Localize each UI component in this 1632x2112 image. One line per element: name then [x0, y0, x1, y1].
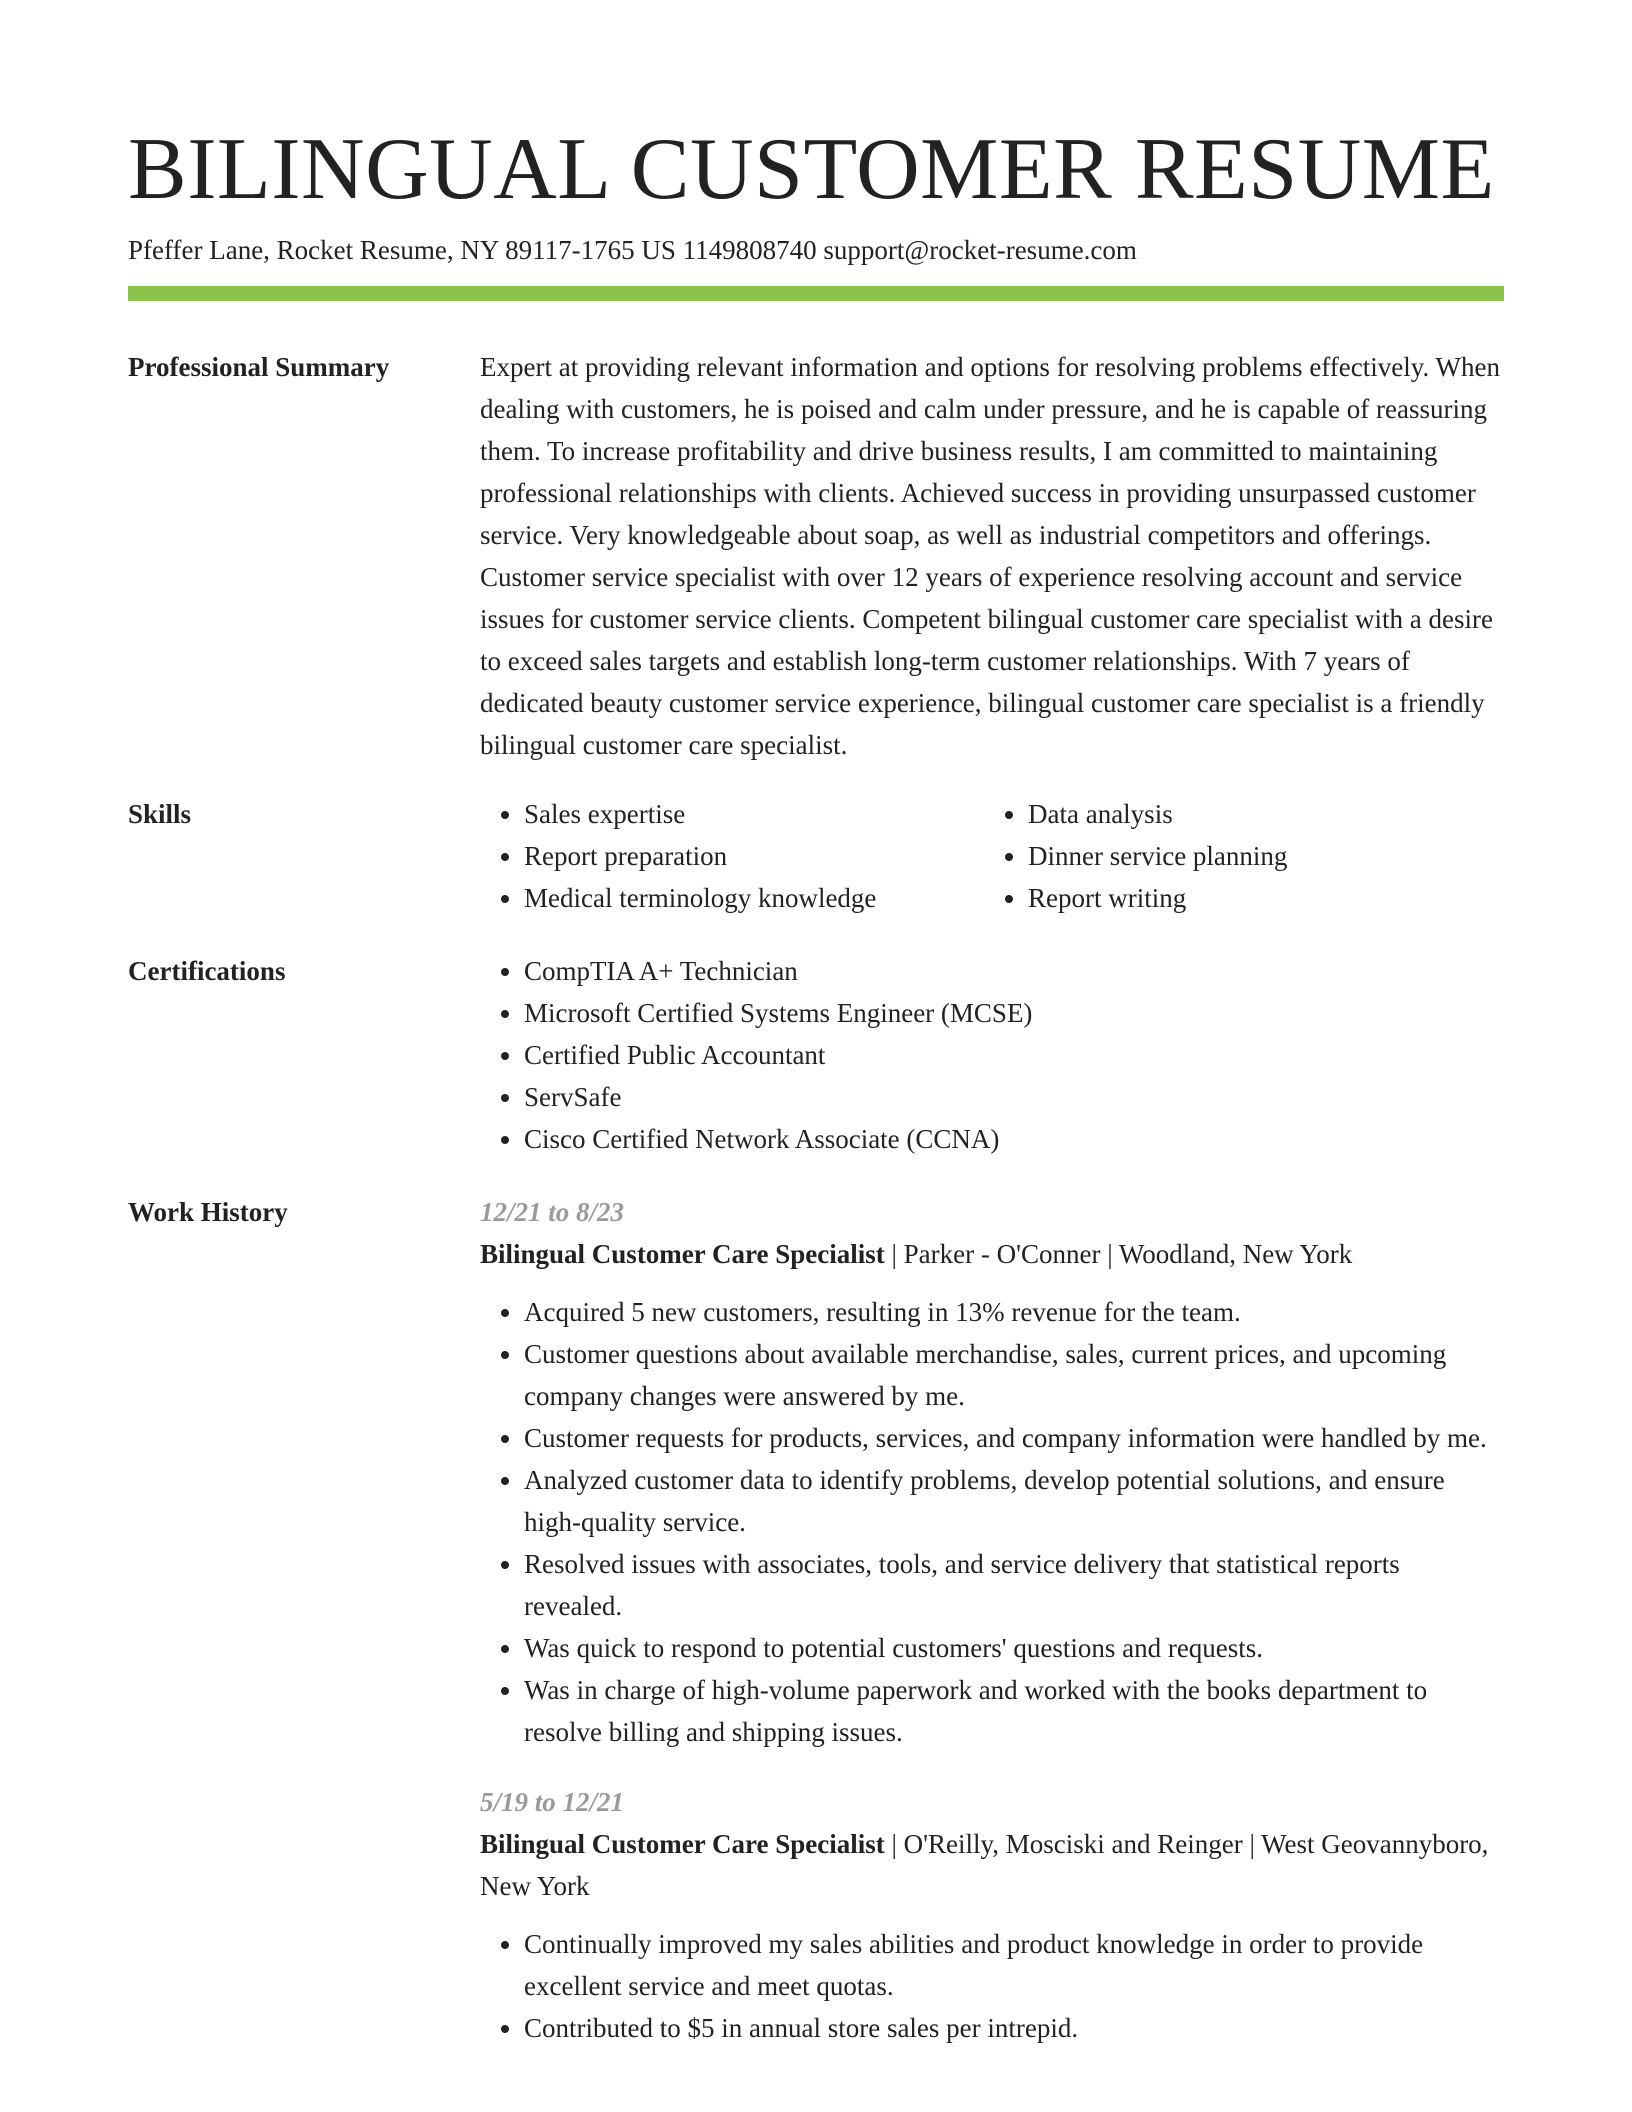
- certification-item: • ServSafe: [524, 1076, 1504, 1118]
- job-company-location: | O'Reilly, Mosciski and Reinger | West Geovannyboro, New York: [480, 1829, 1489, 1901]
- job-bullet: • Contributed to $5 in annual store sales per intrepid.: [524, 2007, 1504, 2049]
- section-professional-summary: [128, 346, 1504, 766]
- section-skills: [128, 793, 1504, 923]
- skills-column-right: [984, 793, 1488, 919]
- job-dates: 5/19 to 12/21: [480, 1787, 625, 1817]
- job-bullet: • Analyzed customer data to identify problems, develop potential solutions, and ensure high-quality service.: [524, 1459, 1504, 1543]
- skills-list-right: [984, 793, 1488, 919]
- contact-line: [128, 232, 1504, 268]
- job-bullets: [480, 1923, 1504, 2049]
- summary-text: Expert at providing relevant information and options for resolving problems effectively. When dealing with customers, he is poised and calm under pressure, and he is capable of reassuring them. To increase profitability and drive business results, I am committed to maintaining professional relationships with clients. Achieved success in providing unsurpassed customer service. Very knowledgeable about soap, as well as industrial competitors and offerings. Customer service specialist with over 12 years of experience resolving account and service issues for customer service clients. Competent bilingual customer care specialist with a desire to exceed sales targets and establish long-term customer relationships. With 7 years of dedicated beauty customer service experience, bilingual customer care specialist is a friendly bilingual customer care specialist.: [480, 352, 1500, 760]
- section-label-certifications: Certifications: [128, 956, 286, 986]
- accent-divider: [128, 286, 1504, 301]
- certification-item: • Microsoft Certified Systems Engineer (MCSE): [524, 992, 1504, 1034]
- job-dates: 12/21 to 8/23: [480, 1197, 625, 1227]
- resume-title: BILINGUAL CUSTOMER RESUME: [128, 121, 1495, 218]
- job-bullet: • Continually improved my sales abilities and product knowledge in order to provide excellent service and meet quotas.: [524, 1923, 1504, 2007]
- certifications-body: [480, 950, 1504, 1160]
- job-bullet: • Resolved issues with associates, tools, and service delivery that statistical reports revealed.: [524, 1543, 1504, 1627]
- job-bullet: • Acquired 5 new customers, resulting in 13% revenue for the team.: [524, 1291, 1504, 1333]
- section-label-skills: Skills: [128, 799, 192, 829]
- job-heading: [480, 1233, 1504, 1275]
- job-title: Bilingual Customer Care Specialist: [480, 1239, 885, 1269]
- certification-item: • Certified Public Accountant: [524, 1034, 1504, 1076]
- job-bullet: • Was quick to respond to potential customers' questions and requests.: [524, 1627, 1504, 1669]
- contact-address: Pfeffer Lane, Rocket Resume, NY 89117-1765 US: [128, 235, 676, 265]
- skill-item: • Dinner service planning: [1028, 835, 1488, 877]
- section-label-work-history: Work History: [128, 1197, 288, 1227]
- section-certifications: [128, 950, 1504, 1165]
- skill-item: • Data analysis: [1028, 793, 1488, 835]
- summary-body: [480, 346, 1504, 766]
- job-title: Bilingual Customer Care Specialist: [480, 1829, 885, 1859]
- skills-column-left: [480, 793, 984, 919]
- certifications-list: [480, 950, 1504, 1160]
- skill-item: • Report preparation: [524, 835, 984, 877]
- job-entry: [480, 1781, 1504, 2049]
- job-bullet: • Customer requests for products, services, and company information were handled by me.: [524, 1417, 1504, 1459]
- skill-item: • Report writing: [1028, 877, 1488, 919]
- job-bullet: • Was in charge of high-volume paperwork and worked with the books department to resolve billing and shipping issues.: [524, 1669, 1504, 1753]
- contact-email: support@rocket-resume.com: [823, 235, 1137, 265]
- job-bullet: • Customer questions about available merchandise, sales, current prices, and upcoming company changes were answered by me.: [524, 1333, 1504, 1417]
- work-history-body: [480, 1191, 1504, 2049]
- job-heading: [480, 1823, 1504, 1907]
- section-label-summary: Professional Summary: [128, 352, 390, 382]
- contact-phone: 1149808740: [682, 235, 817, 265]
- section-work-history: [128, 1191, 1504, 2091]
- certification-item: • CompTIA A+ Technician: [524, 950, 1504, 992]
- job-company-location: | Parker - O'Conner | Woodland, New York: [891, 1239, 1353, 1269]
- job-bullets: [480, 1291, 1504, 1753]
- skill-item: • Sales expertise: [524, 793, 984, 835]
- certification-item: • Cisco Certified Network Associate (CCNA): [524, 1118, 1504, 1160]
- job-entry: [480, 1191, 1504, 1753]
- skill-item: • Medical terminology knowledge: [524, 877, 984, 919]
- skills-body: [480, 793, 1504, 919]
- resume-header: [128, 118, 1504, 268]
- skills-list-left: [480, 793, 984, 919]
